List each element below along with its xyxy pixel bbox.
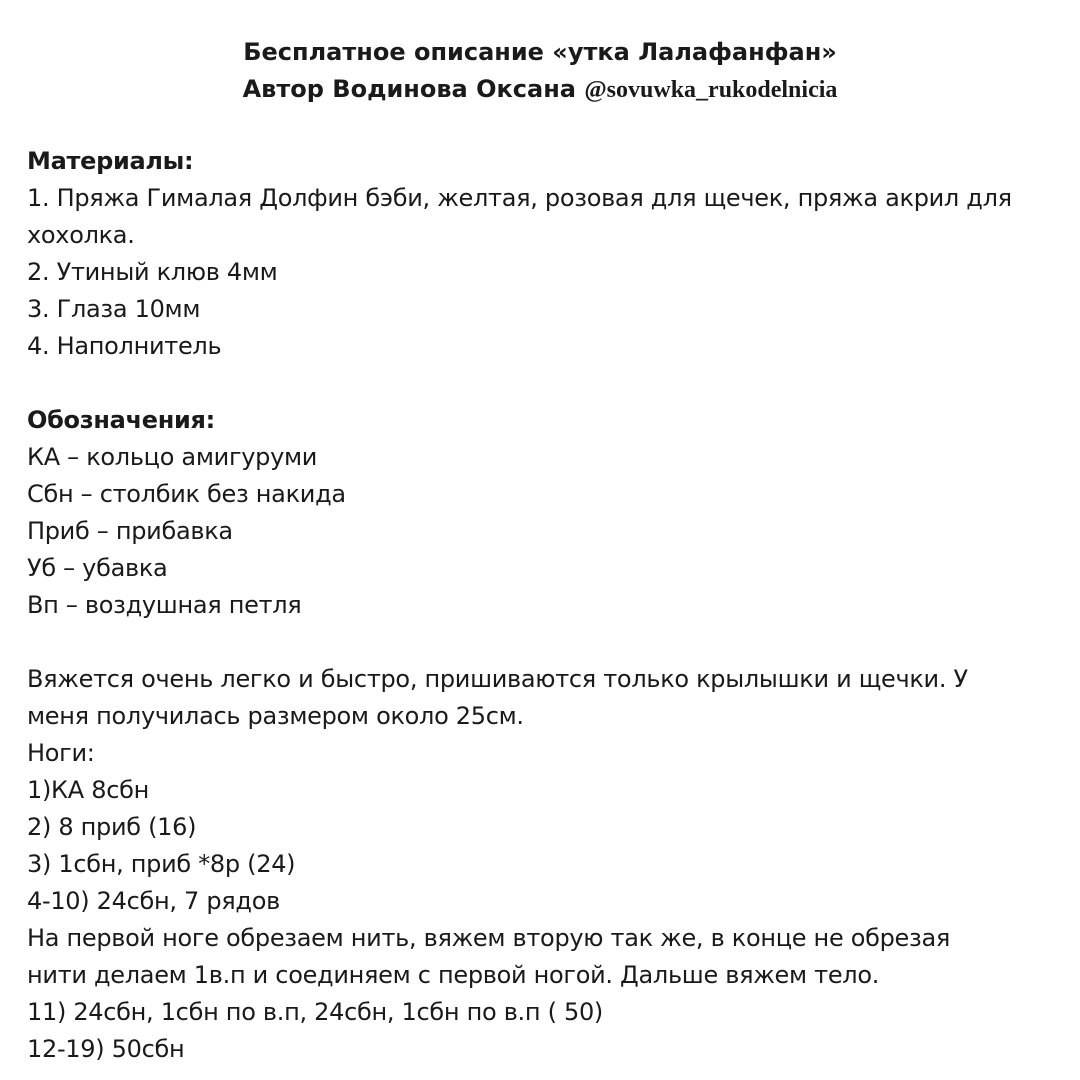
materials-item: 4. Наполнитель [27,332,222,360]
pattern-row: 3) 1сбн, приб *8р (24) [27,850,296,878]
materials-item: хохолка. [27,221,135,249]
document-body [27,143,1057,1068]
legs-heading: Ноги: [27,739,95,767]
author-line [0,71,1080,109]
pattern-row: 12-19) 50сбн [27,1035,185,1063]
pattern-row: нити делаем 1в.п и соединяем с первой ногой. Дальше вяжем тело. [27,961,880,989]
author-handle: @sovuwka_rukodelnicia [584,77,838,103]
legend-item: Вп – воздушная петля [27,591,302,619]
materials-item: 2. Утиный клюв 4мм [27,258,278,286]
materials-item: 1. Пряжа Гималая Долфин бэби, желтая, розовая для щечек, пряжа акрил для [27,184,1012,212]
materials-heading: Материалы: [27,147,194,175]
intro-text: Вяжется очень легко и быстро, пришиваются только крылышки и щечки. У [27,665,968,693]
legend-item: Сбн – столбик без накида [27,480,346,508]
legend-item: Уб – убавка [27,554,168,582]
author-name: Автор Водинова Оксана [242,75,576,103]
legend-item: Приб – прибавка [27,517,233,545]
document-header [0,34,1080,109]
pattern-row: 2) 8 приб (16) [27,813,197,841]
pattern-row: 11) 24сбн, 1сбн по в.п, 24сбн, 1сбн по в.п ( 50) [27,998,603,1026]
pattern-row: 4-10) 24сбн, 7 рядов [27,887,280,915]
pattern-row: 1)КА 8сбн [27,776,149,804]
spacer [27,365,1057,402]
pattern-row: На первой ноге обрезаем нить, вяжем вторую так же, в конце не обрезая [27,924,951,952]
legend-item: КА – кольцо амигуруми [27,443,318,471]
legend-heading: Обозначения: [27,406,215,434]
intro-text: меня получилась размером около 25см. [27,702,524,730]
materials-item: 3. Глаза 10мм [27,295,201,323]
document-title: Бесплатное описание «утка Лалафанфан» [243,38,837,66]
spacer [27,624,1057,661]
